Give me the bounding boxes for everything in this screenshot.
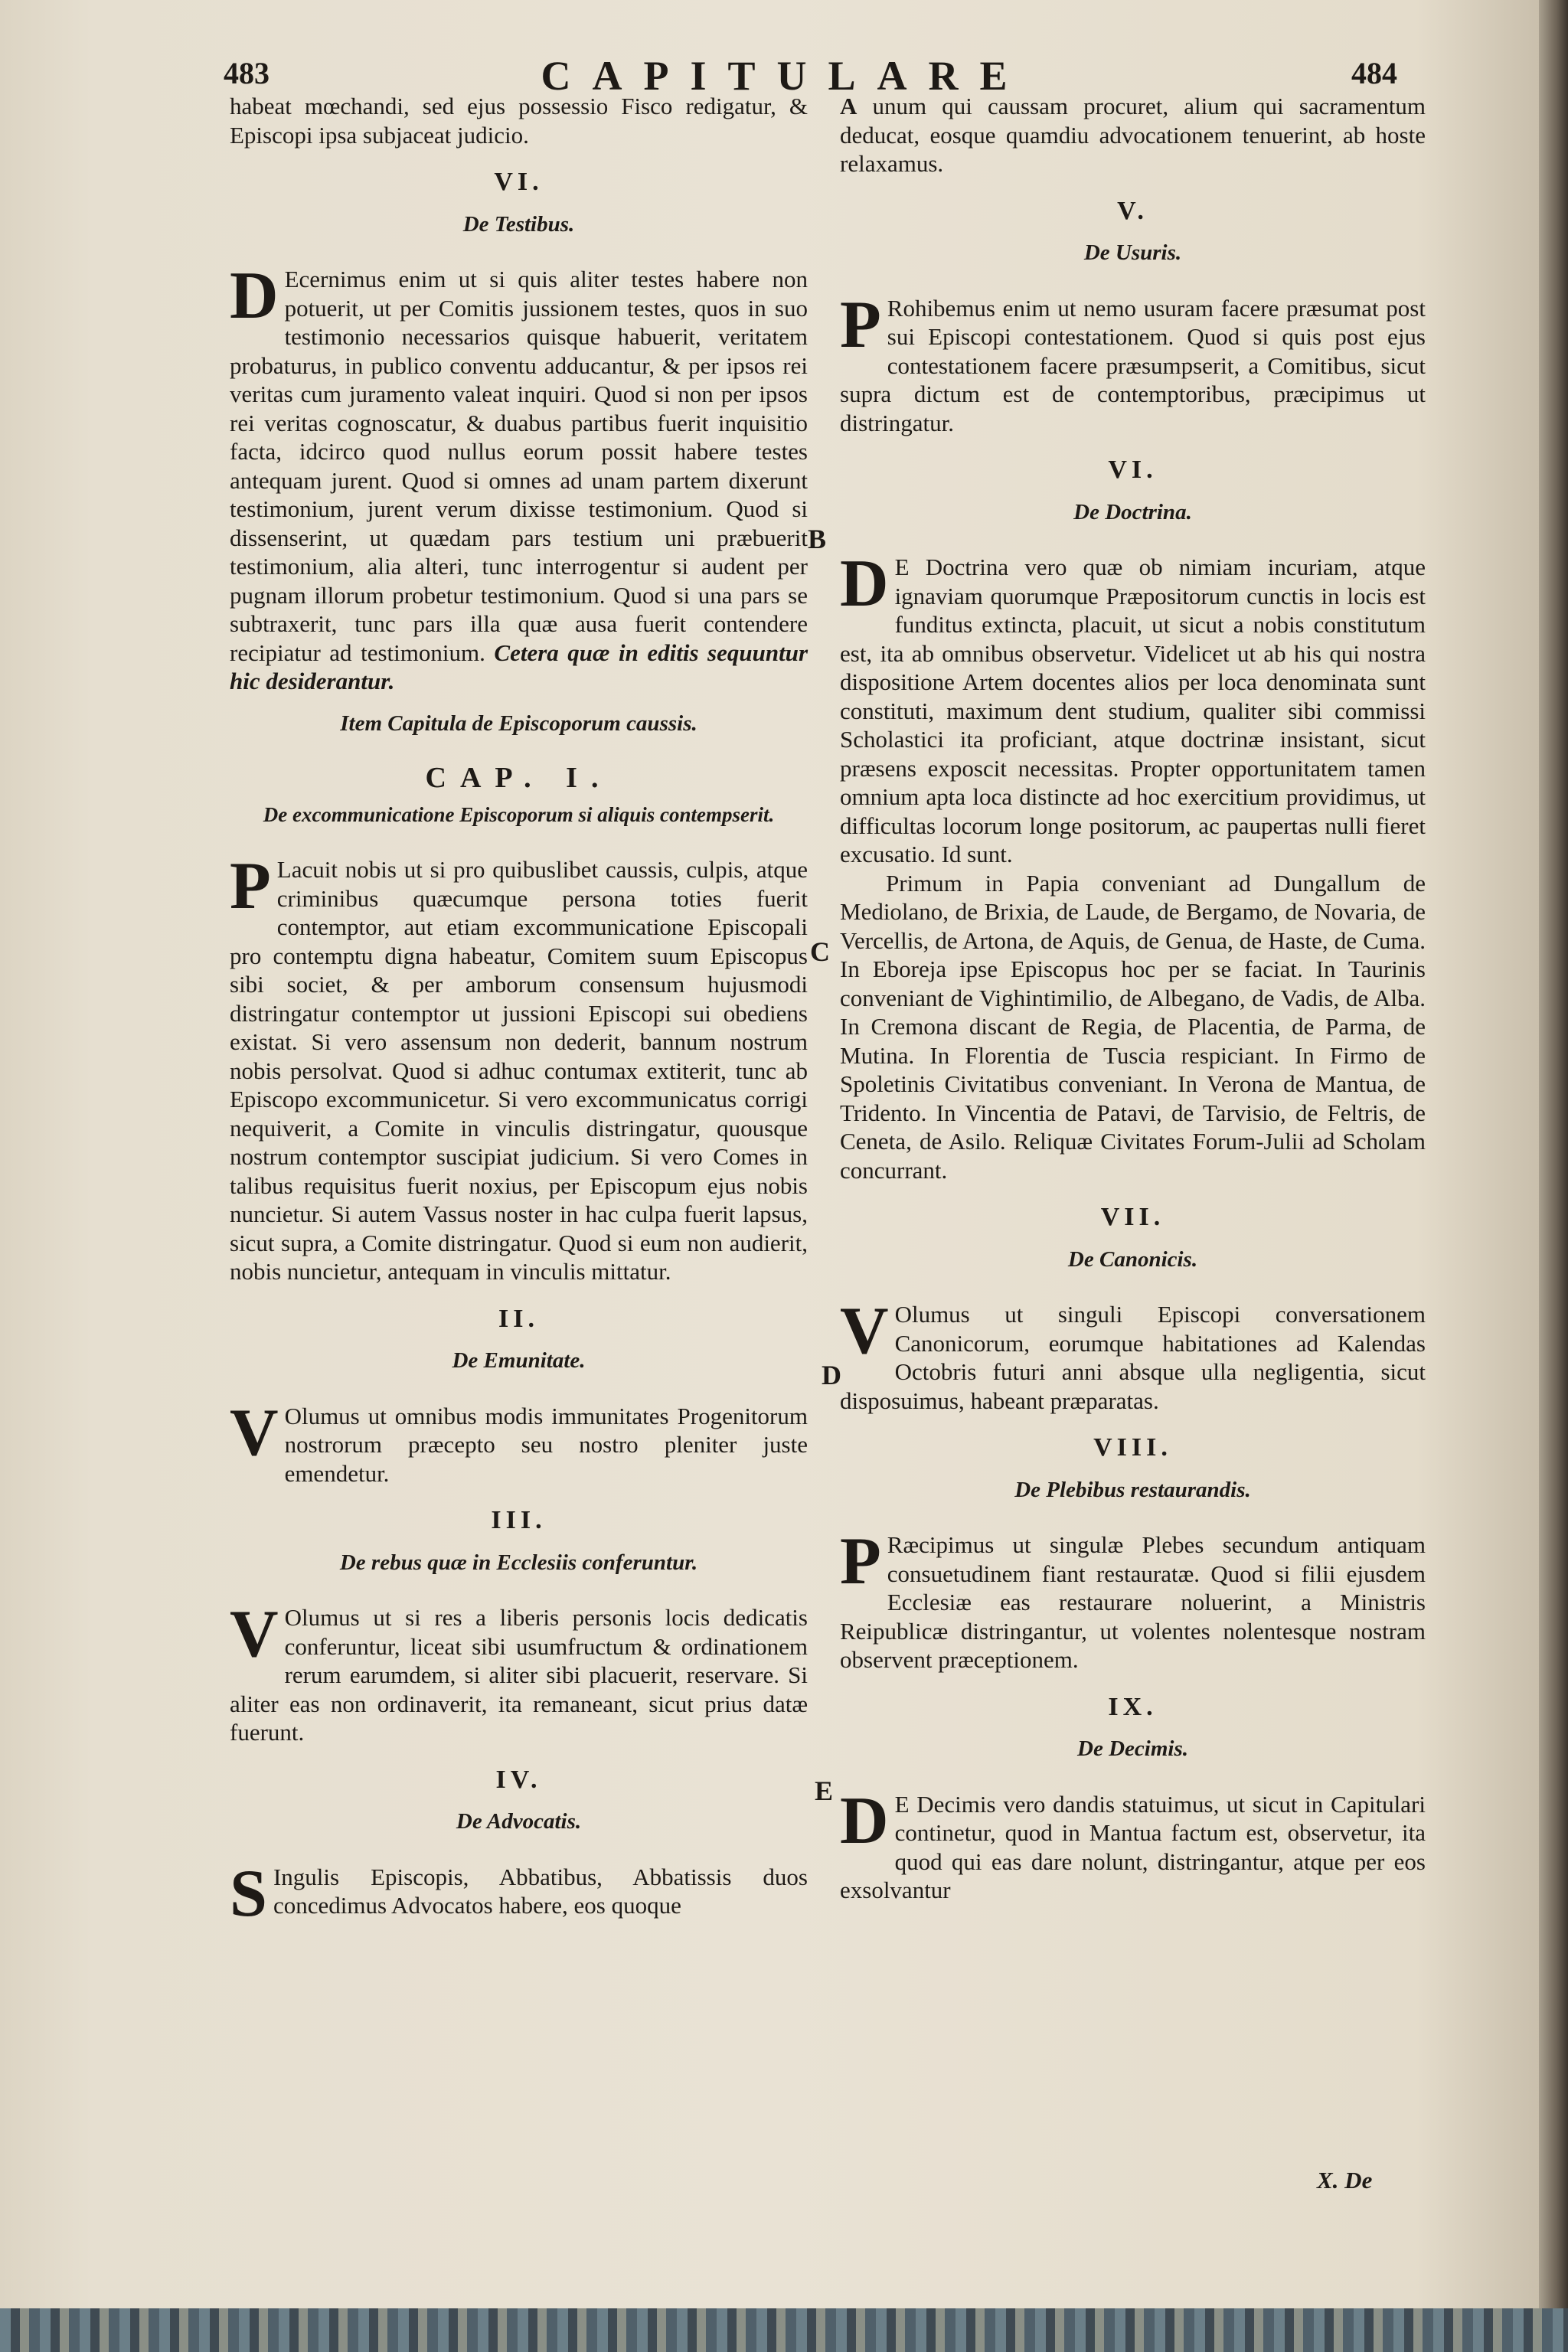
- drop-cap: S: [230, 1856, 267, 1931]
- drop-cap: P: [840, 1524, 881, 1599]
- cap-i-text: Lacuit nobis ut si pro quibuslibet caussis, culpis, atque criminibus quæcumque persona toties fuerit contemptor, aut etiam excommunicatione Episcopali pro contemptu digna habeatur, Comitem suum Episcopus sibi societ, & per amborum consensum hujusmodi distringatur contemptor ut jussioni Episcopi sui obediens existat. Si vero assensum non dederit, bannum nostrum nobis persolvat. Quod si adhuc contumax extiterit, tunc ab Episcopo excommunicetur. Si vero excommunicatus corrigi nequiverit, a Comite in vinculis distringatur, quousque nostrum contemptor suscipiat judicium. Si vero Comes in talibus requisitus fuerit noxius, per Episcopum ejus nobis nuncietur. Si autem Vassus noster in hac culpa fuerit lapsus, sicut supra, a Comite distringatur. Quod si eum non audierit, nobis nuncietur, antequam in vinculis mittatur.: [230, 856, 808, 1285]
- section-viii-paragraph: [840, 1524, 1426, 1674]
- right-column: [840, 92, 1426, 1905]
- section-ix-paragraph: [840, 1783, 1426, 1905]
- section-vii-title: De Canonicis.: [1067, 1246, 1198, 1272]
- section-ix-number: IX.: [1108, 1692, 1158, 1721]
- section-v-text: Rohibemus enim ut nemo usuram facere præsumat post sui Episcopi contestationem. Quod si quis post ejus contestationem facere præsumpserit, a Comitibus, sicut supra dictum est de contemptoribus, præcipimus ut distringatur.: [840, 294, 1426, 436]
- margin-letter-d: D: [822, 1360, 841, 1390]
- right-opening-text: [840, 92, 1426, 178]
- section-viii-number: VIII.: [1093, 1433, 1172, 1462]
- drop-cap: D: [230, 259, 279, 333]
- drop-cap: V: [840, 1294, 889, 1368]
- section-iv-title: De Advocatis.: [456, 1809, 582, 1834]
- page-number-left: 483: [224, 56, 270, 90]
- section-vi-right-paragraph: [840, 547, 1426, 869]
- section-vii-paragraph: [840, 1294, 1426, 1415]
- item-capitula-heading: Item Capitula de Episcoporum caussis.: [340, 710, 697, 736]
- drop-cap: P: [230, 849, 271, 923]
- section-ii-number: II.: [498, 1304, 539, 1333]
- section-vii-text: Olumus ut singuli Episcopi conversationem Canonicorum, eorumque habitationes ad Kalendas Octobris futuri anni absque ulla negligentia, sicut disposuimus, habeant præparatas.: [840, 1301, 1426, 1414]
- editorial-note: Cetera quæ in editis sequuntur hic desiderantur.: [230, 639, 808, 694]
- catchword: X. De: [1317, 2167, 1373, 2194]
- section-ix-title: De Decimis.: [1077, 1736, 1188, 1761]
- left-opening-text: habeat mœchandi, sed ejus possessio Fisco redigatur, & Episcopi ipsa subjaceat judicio.: [230, 93, 808, 149]
- section-iii-paragraph: [230, 1597, 808, 1747]
- section-ix-text: E Decimis vero dandis statuimus, ut sicut in Capitulari continetur, quod in Mantua factum est, observetur, ita quod qui eas dare nolunt, distringantur, atque per eos exsolvantur: [840, 1790, 1426, 1903]
- section-viii-text: Ræcipimus ut singulæ Plebes secundum antiquam consuetudinem fiant restauratæ. Quod si filii ejusdem Ecclesiæ eas restaurare noluerint, a Ministris Reipublicæ distringantur, ut volentes nolentesque nostram observent præceptionem.: [840, 1531, 1426, 1673]
- section-vi-right-text-2: Primum in Papia conveniant ad Dungallum de Mediolano, de Brixia, de Laude, de Bergamo, de Novaria, de Vercellis, de Artona, de Aquis, de Genua, de Haste, de Cuma. In Eboreja ipse Episcopus hoc per se faciat. In Taurinis conveniant de Vighintimilio, de Albegano, de Vadis, de Alba. In Cremona discant de Regia, de Placentia, de Parma, de Mutina. In Florentia de Tuscia respiciant. In Firmo de Spoletinis Civitatibus conveniant. In Verona de Mantua, de Tridento. In Vincentia de Patavi, de Tarvisio, de Feltris, de Ceneta, de Asilo. Reliquæ Civitates Forum-Julii ad Scholam concurrant.: [840, 869, 1426, 1184]
- section-iii-text: Olumus ut si res a liberis personis locis dedicatis conferuntur, liceat sibi usumfructum & ordinationem rerum earumdem, si aliter sibi placuerit, reservare. Si aliter eas non ordinaverit, ita remaneant, sicut prius datæ fuerunt.: [230, 1604, 808, 1746]
- margin-letter-e: E: [815, 1775, 834, 1806]
- running-title: CAPITULARE: [541, 53, 1029, 99]
- section-ii-title: De Emunitate.: [452, 1348, 586, 1373]
- right-opening-body: unum qui caussam procuret, alium qui sacramentum deducat, eosque quamdiu advocationem tenuerint, ab hoste relaxamus.: [840, 93, 1426, 177]
- left-column: [230, 92, 808, 1931]
- drop-cap: D: [840, 1783, 889, 1858]
- section-iii-title: De rebus quæ in Ecclesiis conferuntur.: [339, 1550, 698, 1575]
- margin-letter-a: A: [840, 93, 858, 119]
- section-ii-paragraph: [230, 1395, 808, 1488]
- cap-i-title: De excommunicatione Episcoporum si aliquis contempserit.: [263, 802, 775, 826]
- section-v-title: De Usuris.: [1083, 240, 1182, 265]
- section-iv-text: Ingulis Episcopis, Abbatibus, Abbatissis duos concedimus Advocatos habere, eos quoque: [273, 1863, 808, 1919]
- section-vi-paragraph: [230, 259, 808, 696]
- section-vi-title: De Testibus.: [462, 211, 575, 237]
- section-v-paragraph: [840, 287, 1426, 438]
- section-ii-text: Olumus ut omnibus modis immunitates Progenitorum nostrorum præcepto seu nostro pleniter juste emendetur.: [284, 1402, 808, 1487]
- margin-letter-b: B: [808, 524, 827, 554]
- section-viii-title: De Plebibus restaurandis.: [1014, 1477, 1251, 1502]
- section-iv-paragraph: [230, 1856, 808, 1931]
- page-edge: [1539, 0, 1568, 2308]
- cap-i-paragraph: [230, 849, 808, 1286]
- drop-cap: D: [840, 547, 889, 621]
- cap-i-heading: CAP. I.: [425, 762, 612, 794]
- section-vi-text: Ecernimus enim ut si quis aliter testes habere non potuerit, ut per Comitis jussionem testes, quos in suo testimonio necessarios quisque habuerit, veritatem probaturus, in publico conventu adducantur, & per ipsos rei veritas cum juramento valeat inquiri. Quod si non per ipsos rei veritas cognoscatur, & duabus partibus fuerit inquisitio facta, idcirco quod nullus eorum possit habere testes antequam jurent. Quod si omnes ad unam partem dixerunt testimonium, jurent verum dixisse testimonium. Quod si dissenserint, ut quædam pars testium uni præbuerit testimonium, alia alteri, tunc interrogentur si audent per pugnam illorum probetur testimonium. Quod si una pars se subtraxerit, tunc pars illa quæ ausa fuerit contendere recipiatur ad testimonium.: [230, 266, 808, 666]
- section-iv-number: IV.: [495, 1765, 542, 1794]
- section-vi-right-text: E Doctrina vero quæ ob nimiam incuriam, atque ignaviam quorumque Præpositorum cunctis in locis est funditus extincta, placuit, ut sicut a nobis constitutum est, ita ab omnibus observetur. Videlicet ut ab his qui nostra dispositione Artem docentes alios per loca denominata sunt constituti, maximum dent studium, qualiter sibi commissi Scholastici ita proficiant, atque doctrinæ insistant, sicut præsens exposcit necessitas. Propter opportunitatem tamen omnium apta loca distincte ad hoc exercitium providimus, ut difficultas locorum longe positorum, ac paupertas nulli fieret excusatio. Id sunt.: [840, 554, 1426, 867]
- page-number-right: 484: [1351, 56, 1397, 90]
- section-iii-number: III.: [491, 1506, 547, 1534]
- margin-letter-c: C: [810, 936, 830, 967]
- section-v-number: V.: [1117, 196, 1148, 225]
- drop-cap: V: [230, 1395, 279, 1470]
- section-vii-number: VII.: [1100, 1203, 1165, 1231]
- section-vi-number: VI.: [494, 168, 544, 196]
- background-surface: [0, 2308, 1568, 2352]
- section-vi-right-number: VI.: [1108, 456, 1158, 484]
- section-vi-right-title: De Doctrina.: [1073, 499, 1192, 524]
- drop-cap: P: [840, 287, 881, 362]
- drop-cap: V: [230, 1597, 279, 1671]
